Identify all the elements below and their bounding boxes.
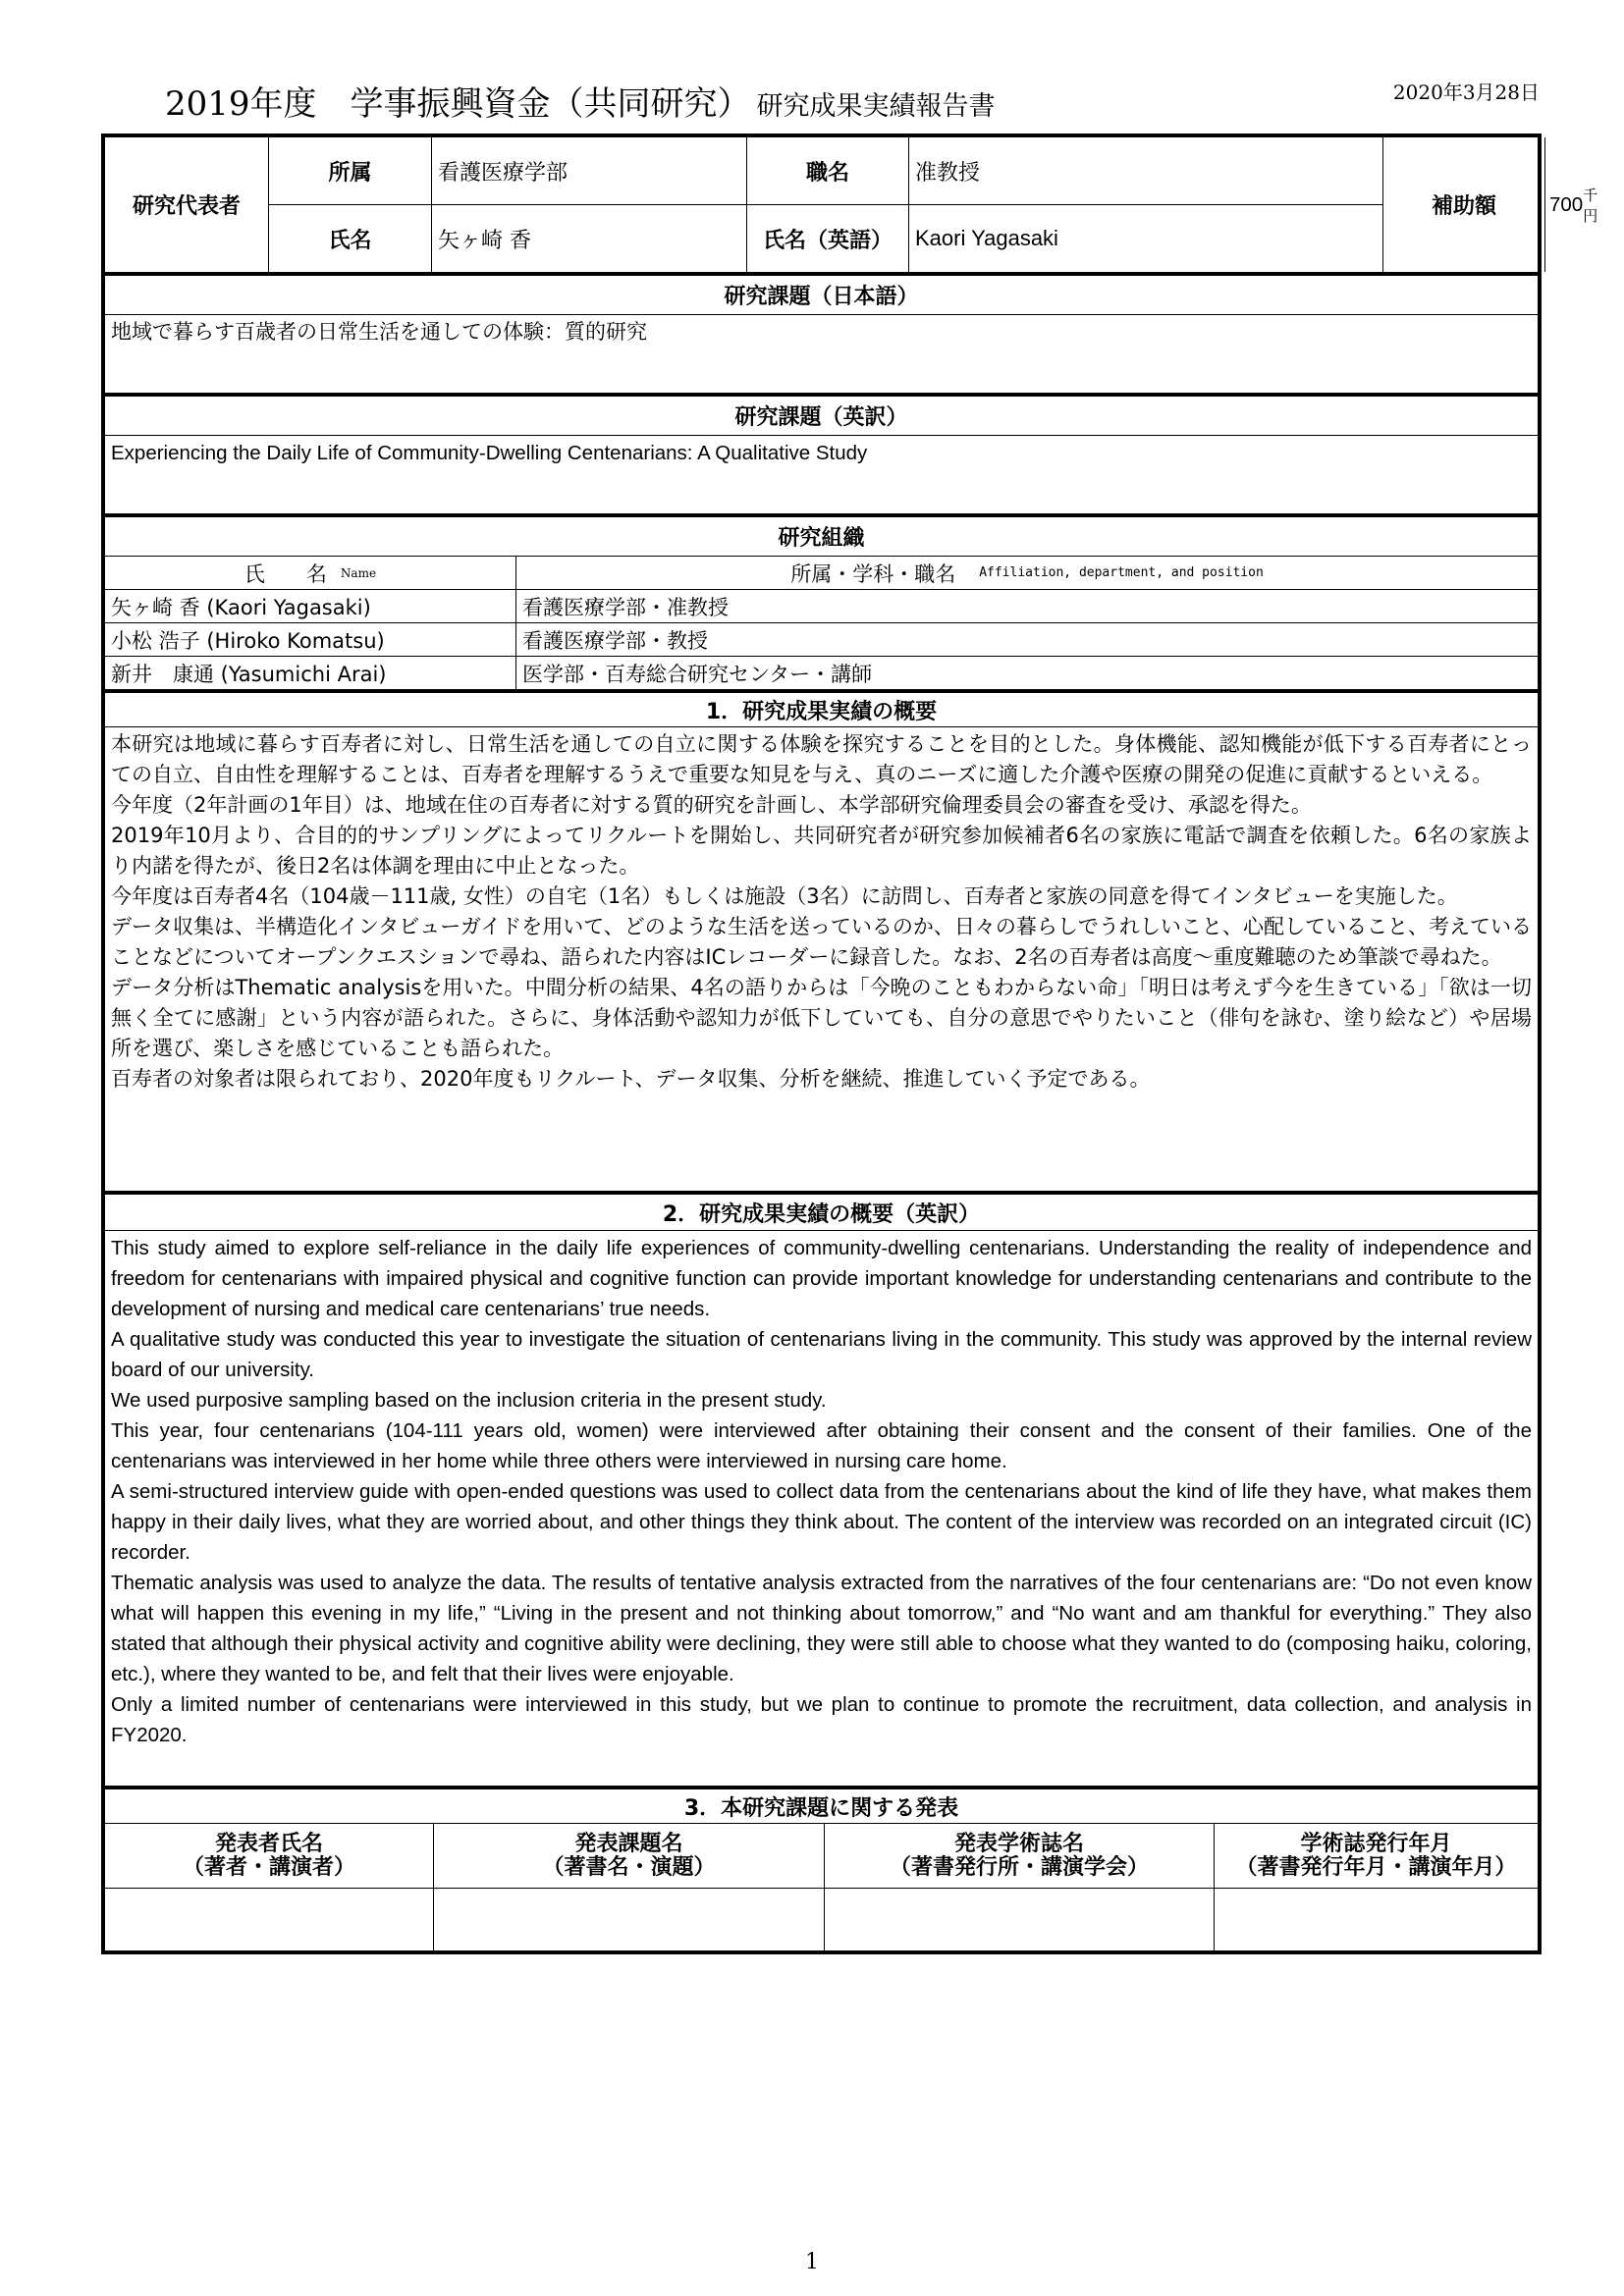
section2-body xyxy=(105,1230,1538,1786)
section2-paragraph: We used purposive sampling based on the inclusion criteria in the present study. xyxy=(111,1389,827,1412)
col-title xyxy=(433,1824,824,1888)
position-value: 准教授 xyxy=(908,137,1220,204)
member-affiliation: 看護医療学部・准教授 xyxy=(515,590,1538,622)
col-journal-label: 発表学術誌名 xyxy=(953,1831,1084,1856)
section1-paragraph: 百寿者の対象者は限られており、2020年度もリクルート、データ収集、分析を継続、推進していく予定である。 xyxy=(111,1067,1151,1091)
name-value: 矢ヶ崎 香 xyxy=(431,205,746,272)
grant-amount: 700 xyxy=(1549,192,1584,216)
col-presenter-label: 発表者氏名 xyxy=(214,1831,323,1856)
report-form xyxy=(101,133,1598,1954)
presentation-cell xyxy=(824,1889,1214,1950)
grant-cell xyxy=(1544,137,1598,272)
section1-paragraph: 今年度は百寿者4名（104歳－111歳, 女性）の自宅（1名）もしくは施設（3名）に訪問し、百寿者と家族の同意を得てインタビューを実施した。 xyxy=(111,884,1458,908)
section1-paragraph: 2019年10月より、合目的的サンプリングによってリクルートを開始し、共同研究者が研究参加候補者6名の家族に電話で調査を依頼した。6名の家族より内諾を得たが、後日2名は体調を理由に中止となった。 xyxy=(111,824,1532,878)
presentation-row-empty xyxy=(105,1888,1538,1950)
name-en-value: Kaori Yagasaki xyxy=(908,205,1220,272)
col-name-ja: 氏 名 xyxy=(244,561,327,586)
member-name: 小松 浩子 (Hiroko Komatsu) xyxy=(111,628,385,653)
affiliation-label: 所属 xyxy=(328,160,372,186)
section1-paragraph: データ分析はThematic analysisを用いた。中間分析の結果、4名の語りからは「今晩のこともわからない命」「明日は考えず今を生きている」「欲は一切無く全てに感謝」という内容が語られた。さらに、身体活動や認知力が低下していても、自分の意思でやりたいこと（俳句を詠む、塗り絵など）や居場所を選び、楽しさを感じていることも語られた。 xyxy=(111,976,1532,1060)
presentation-cell xyxy=(433,1889,824,1950)
section2-paragraph: A qualitative study was conducted this year to investigate the situation of centenarians living in the community. This study was approved by the internal review board of our university. xyxy=(111,1328,1532,1381)
col-aff-header xyxy=(515,557,1538,589)
col-name-header xyxy=(105,557,515,589)
col-journal-sub: （著書発行所・講演学会） xyxy=(889,1854,1149,1880)
col-name-en: Name xyxy=(340,565,377,580)
member-row xyxy=(105,656,1538,689)
section1-body xyxy=(105,726,1538,1191)
section2-paragraph: This year, four centenarians (104-111 years old, women) were interviewed after obtaining their consent and the consent of their families. One of the centenarians was interviewed in her home while three others were interviewed in nursing care home. xyxy=(111,1419,1532,1472)
title-main: 2019年度 学事振興資金（共同研究） xyxy=(165,84,751,124)
representative-block xyxy=(105,137,1598,272)
member-row xyxy=(105,622,1538,656)
col-date-label: 学術誌発行年月 xyxy=(1300,1831,1452,1856)
member-name: 新井 康通 (Yasumichi Arai) xyxy=(111,662,387,686)
section1-header: 1．研究成果実績の概要 xyxy=(105,689,1538,726)
affiliation-value: 看護医療学部 xyxy=(431,137,746,204)
section2-header: 2．研究成果実績の概要（英訳） xyxy=(105,1191,1538,1230)
position-label: 職名 xyxy=(746,137,908,204)
presentation-column-headers xyxy=(105,1823,1538,1888)
col-presenter-sub: （著者・講演者） xyxy=(182,1854,355,1880)
member-affiliation: 医学部・百寿総合研究センター・講師 xyxy=(515,657,1538,689)
name-label: 氏名 xyxy=(328,228,372,253)
section1-paragraph: データ収集は、半構造化インタビューガイドを用いて、どのような生活を送っているのか、日々の暮らしでうれしいこと、心配していること、考えていることなどについてオープンクエスションで尋ね、語られた内容はICレコーダーに録音した。なお、2名の百寿者は高度～重度難聴のため筆談で尋ねた。 xyxy=(111,915,1532,969)
representative-row-1 xyxy=(268,137,1382,205)
name-en-label: 氏名（英語） xyxy=(746,205,908,272)
presentation-cell xyxy=(105,1889,433,1950)
section2-paragraph: Only a limited number of centenarians were interviewed in this study, but we plan to continue to promote the recruitment, data collection, and analysis in FY2020. xyxy=(111,1693,1532,1746)
section1-paragraph: 本研究は地域に暮らす百寿者に対し、日常生活を通しての自立に関する体験を探究することを目的とした。身体機能、認知機能が低下する百寿者にとっての自立、自由性を理解することは、百寿者を理解するうえで重要な知見を与え、真のニーズに適した介護や医療の開発の促進に貢献するといえる。 xyxy=(111,732,1532,786)
presentation-cell xyxy=(1214,1889,1538,1950)
section2-paragraph: Thematic analysis was used to analyze the data. The results of tentative analysis extracted from the narratives of the four centenarians are: “Do not even know what will happen this evening in my life,” “Living in the present and not thinking about tomorrow,” and “No want and am thankful for everything.” They also stated that although their physical activity and cognitive ability were declining, they were still able to choose what they wanted to do (composing haiku, coloring, etc.), where they wanted to be, and felt that their lives were enjoyable. xyxy=(111,1572,1532,1685)
col-presenter xyxy=(105,1824,433,1888)
col-title-label: 発表課題名 xyxy=(574,1831,683,1856)
title-en-value: Experiencing the Daily Life of Community-Dwelling Centenarians: A Qualitative Study xyxy=(105,435,1538,513)
section2-paragraph: This study aimed to explore self-reliance in the daily life experiences of community-dwelling centenarians. Understanding the reality of independence and freedom for centenarians with impaired physical and cognitive function can provide important knowledge for understanding centenarians and contribute to the development of nursing and medical care centenarians’ true needs. xyxy=(111,1237,1532,1320)
report-date: 2020年3月28日 xyxy=(1392,80,1540,104)
col-date xyxy=(1214,1824,1538,1888)
col-journal xyxy=(824,1824,1214,1888)
grant-label: 補助額 xyxy=(1382,137,1544,272)
section1-paragraph: 今年度（2年計画の1年目）は、地域在住の百寿者に対する質的研究を計画し、本学部研究倫理委員会の審査を受け、承認を得た。 xyxy=(111,793,1312,817)
member-affiliation: 看護医療学部・教授 xyxy=(515,623,1538,656)
col-date-sub: （著書発行年月・講演年月） xyxy=(1235,1854,1517,1880)
representative-label: 研究代表者 xyxy=(132,194,241,219)
title-sub: 研究成果実績報告書 xyxy=(756,91,996,122)
page-number: 1 xyxy=(805,2250,819,2274)
member-name: 矢ヶ崎 香 (Kaori Yagasaki) xyxy=(111,595,371,619)
title-ja-value: 地域で暮らす百歳者の日常生活を通しての体験：質的研究 xyxy=(105,314,1538,393)
grant-unit: 千円 xyxy=(1583,186,1598,225)
title-en-header: 研究課題（英訳） xyxy=(105,393,1538,435)
organization-column-headers xyxy=(105,556,1538,589)
organization-header: 研究組織 xyxy=(105,513,1538,556)
title-ja-header: 研究課題（日本語） xyxy=(105,272,1538,314)
page-title xyxy=(165,77,996,125)
col-aff-en: Affiliation, department, and position xyxy=(979,565,1264,580)
col-aff-ja: 所属・学科・職名 xyxy=(790,561,956,586)
section3-header: 3．本研究課題に関する発表 xyxy=(105,1786,1538,1823)
col-title-sub: （著書名・演題） xyxy=(542,1854,716,1880)
representative-row-2 xyxy=(268,205,1382,272)
section2-paragraph: A semi-structured interview guide with open-ended questions was used to collect data from the centenarians about the kind of life they have, what makes them happy in their daily lives, what they are worried about, and other things they think about. The content of the interview was recorded on an integrated circuit (IC) recorder. xyxy=(111,1480,1532,1564)
member-row xyxy=(105,589,1538,622)
